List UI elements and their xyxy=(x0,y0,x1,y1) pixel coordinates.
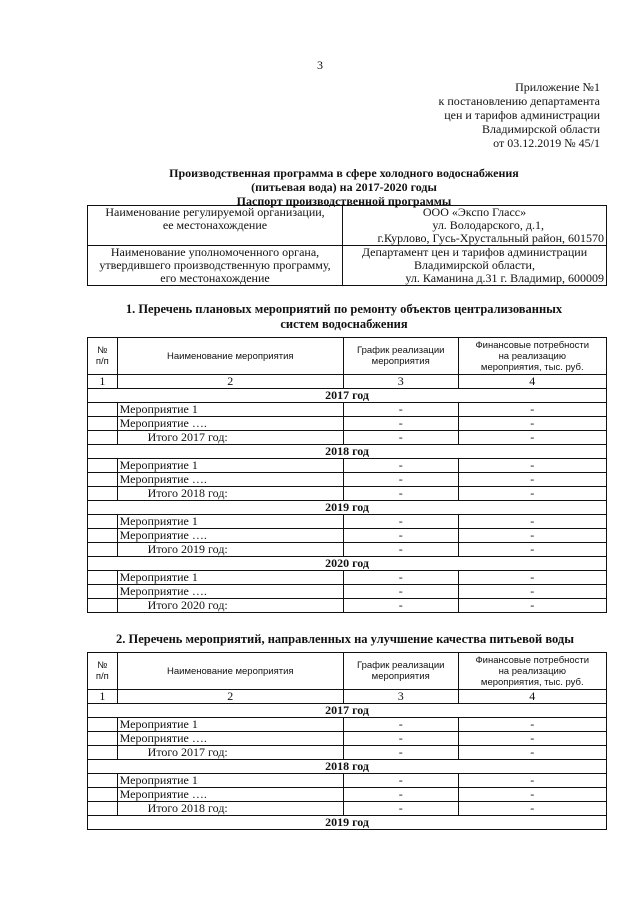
finance-cell: - xyxy=(458,571,606,585)
schedule-cell: - xyxy=(343,571,458,585)
title-line: (питьевая вода) на 2017-2020 годы xyxy=(251,180,437,194)
cell-text: мероприятия, тыс. руб. xyxy=(480,361,584,373)
schedule-cell: - xyxy=(343,459,458,473)
cell-text: Финансовые потребности xyxy=(475,339,590,351)
appendix-line: Приложение №1 xyxy=(515,80,600,94)
cell-text: ее местонахождение xyxy=(162,218,268,232)
schedule-cell: - xyxy=(343,718,458,732)
table-row xyxy=(88,774,607,788)
schedule-cell: - xyxy=(343,403,458,417)
finance-cell: - xyxy=(458,515,606,529)
passport-label xyxy=(88,206,343,246)
table-row xyxy=(88,515,607,529)
finance-cell: - xyxy=(458,403,606,417)
header-cell-schedule xyxy=(343,653,458,690)
year-label: 2019 год xyxy=(88,501,607,515)
page-number: 3 xyxy=(317,58,323,72)
cell-text: 2 xyxy=(117,375,343,389)
total-row xyxy=(88,599,607,613)
table-row xyxy=(88,473,607,487)
year-row xyxy=(88,704,607,718)
event-name: Мероприятие 1 xyxy=(117,403,343,417)
schedule-cell: - xyxy=(343,487,458,501)
year-row xyxy=(88,816,607,830)
year-label: 2018 год xyxy=(88,445,607,459)
cell-text: мероприятия xyxy=(371,356,430,367)
cell-text: г.Курлово, Гусь-Хрустальный район, 601570 xyxy=(377,231,604,245)
table-row xyxy=(88,403,607,417)
title-line: Производственная программа в сфере холодного водоснабжения xyxy=(169,166,519,180)
total-label: Итого 2017 год: xyxy=(117,431,343,445)
year-row xyxy=(88,557,607,571)
cell-text: 3 xyxy=(343,375,458,389)
event-name: Мероприятие …. xyxy=(117,788,343,802)
finance-cell: - xyxy=(458,718,606,732)
schedule-cell: - xyxy=(343,585,458,599)
cell-text: ул. Каманина д.31 г. Владимир, 600009 xyxy=(405,271,604,285)
total-row xyxy=(88,802,607,816)
year-label: 2019 год xyxy=(88,816,607,830)
finance-cell: - xyxy=(458,459,606,473)
total-row xyxy=(88,746,607,760)
passport-row-organization xyxy=(88,206,607,246)
schedule-cell: - xyxy=(343,431,458,445)
schedule-cell: - xyxy=(343,732,458,746)
finance-cell: - xyxy=(458,529,606,543)
appendix-block xyxy=(439,80,600,150)
schedule-cell: - xyxy=(343,599,458,613)
total-label: Итого 2018 год: xyxy=(117,487,343,501)
schedule-cell: - xyxy=(343,529,458,543)
event-name: Мероприятие …. xyxy=(117,417,343,431)
total-label: Итого 2019 год: xyxy=(117,543,343,557)
appendix-line: цен и тарифов администрации xyxy=(444,108,600,122)
total-row xyxy=(88,431,607,445)
cell-text: п/п xyxy=(95,356,109,367)
cell-text: График реализации xyxy=(356,660,445,671)
event-name: Мероприятие 1 xyxy=(117,515,343,529)
finance-cell: - xyxy=(458,431,606,445)
cell-text: 2 xyxy=(117,690,343,704)
cell-text: 4 xyxy=(458,690,606,704)
table-row xyxy=(88,585,607,599)
finance-cell: - xyxy=(458,599,606,613)
schedule-cell: - xyxy=(343,774,458,788)
schedule-cell: - xyxy=(343,417,458,431)
appendix-line: от 03.12.2019 № 45/1 xyxy=(493,136,600,150)
column-numbers-row xyxy=(88,690,607,704)
event-name: Мероприятие 1 xyxy=(117,459,343,473)
event-name: Мероприятие …. xyxy=(117,732,343,746)
finance-cell: - xyxy=(458,746,606,760)
schedule-cell: - xyxy=(343,746,458,760)
finance-cell: - xyxy=(458,417,606,431)
finance-cell: - xyxy=(458,543,606,557)
finance-cell: - xyxy=(458,585,606,599)
cell-text: ООО «Экспо Гласс» xyxy=(422,205,527,219)
event-name: Мероприятие …. xyxy=(117,585,343,599)
total-row xyxy=(88,487,607,501)
cell-text: Владимирской области, xyxy=(414,258,535,272)
cell-text: График реализации xyxy=(356,345,445,356)
table-row xyxy=(88,571,607,585)
event-name: Мероприятие 1 xyxy=(117,718,343,732)
table-row xyxy=(88,718,607,732)
cell-text: Финансовые потребности xyxy=(475,654,590,666)
passport-row-authority xyxy=(88,246,607,286)
passport-value xyxy=(343,246,607,286)
cell-text: 3 xyxy=(343,690,458,704)
schedule-cell: - xyxy=(343,802,458,816)
finance-cell: - xyxy=(458,788,606,802)
document-title xyxy=(84,166,604,208)
finance-cell: - xyxy=(458,487,606,501)
cell-text: п/п xyxy=(95,671,109,682)
table-header-row xyxy=(88,653,607,690)
appendix-line: Владимирской области xyxy=(482,122,600,136)
cell-text: мероприятия, тыс. руб. xyxy=(480,676,584,688)
header-cell-number xyxy=(88,653,118,690)
header-cell-schedule xyxy=(343,338,458,375)
header-cell-number xyxy=(88,338,118,375)
header-cell-finance xyxy=(458,338,606,375)
finance-cell: - xyxy=(458,802,606,816)
cell-text: Департамент цен и тарифов администрации xyxy=(361,245,588,259)
cell-text: № xyxy=(97,345,108,356)
cell-text: 1 xyxy=(88,690,118,704)
event-name: Мероприятие …. xyxy=(117,473,343,487)
event-name: Мероприятие 1 xyxy=(117,571,343,585)
event-name: Мероприятие 1 xyxy=(117,774,343,788)
column-numbers-row xyxy=(88,375,607,389)
year-label: 2017 год xyxy=(88,704,607,718)
finance-cell: - xyxy=(458,473,606,487)
section-1-table xyxy=(87,337,607,613)
table-row xyxy=(88,732,607,746)
year-row xyxy=(88,501,607,515)
cell-text: Наименование регулируемой организации, xyxy=(105,205,325,219)
schedule-cell: - xyxy=(343,515,458,529)
cell-text: на реализацию xyxy=(498,665,566,677)
table-row xyxy=(88,417,607,431)
passport-label xyxy=(88,246,343,286)
year-label: 2018 год xyxy=(88,760,607,774)
total-label: Итого 2020 год: xyxy=(117,599,343,613)
header-cell-name: Наименование мероприятия xyxy=(117,338,343,375)
cell-text: 4 xyxy=(458,375,606,389)
section-2-table xyxy=(87,652,607,830)
total-label: Итого 2018 год: xyxy=(117,802,343,816)
finance-cell: - xyxy=(458,774,606,788)
passport-table xyxy=(87,205,607,286)
title-line: Паспорт производственной программы xyxy=(236,194,452,208)
heading-line: систем водоснабжения xyxy=(280,317,408,331)
year-row xyxy=(88,760,607,774)
cell-text: № xyxy=(97,660,108,671)
heading-line: 1. Перечень плановых мероприятий по ремонту объектов централизованных xyxy=(125,302,563,316)
table-row xyxy=(88,788,607,802)
appendix-line: к постановлению департамента xyxy=(438,94,600,108)
section-1-heading xyxy=(84,302,604,332)
total-label: Итого 2017 год: xyxy=(117,746,343,760)
year-label: 2017 год xyxy=(88,389,607,403)
cell-text: утвердившего производственную программу, xyxy=(99,258,331,272)
table-row xyxy=(88,529,607,543)
cell-text: Наименование уполномоченного органа, xyxy=(110,245,320,259)
cell-text: на реализацию xyxy=(498,350,566,362)
schedule-cell: - xyxy=(343,543,458,557)
event-name: Мероприятие …. xyxy=(117,529,343,543)
cell-text: его местонахождение xyxy=(160,271,270,285)
table-row xyxy=(88,459,607,473)
cell-text: 1 xyxy=(88,375,118,389)
schedule-cell: - xyxy=(343,473,458,487)
header-cell-finance xyxy=(458,653,606,690)
section-2-heading: 2. Перечень мероприятий, направленных на улучшение качества питьевой воды xyxy=(116,632,574,646)
cell-text: мероприятия xyxy=(371,671,430,682)
table-header-row xyxy=(88,338,607,375)
finance-cell: - xyxy=(458,732,606,746)
schedule-cell: - xyxy=(343,788,458,802)
header-cell-name: Наименование мероприятия xyxy=(117,653,343,690)
year-row xyxy=(88,389,607,403)
passport-value xyxy=(343,206,607,246)
year-label: 2020 год xyxy=(88,557,607,571)
cell-text: ул. Володарского, д.1, xyxy=(432,218,544,232)
total-row xyxy=(88,543,607,557)
year-row xyxy=(88,445,607,459)
